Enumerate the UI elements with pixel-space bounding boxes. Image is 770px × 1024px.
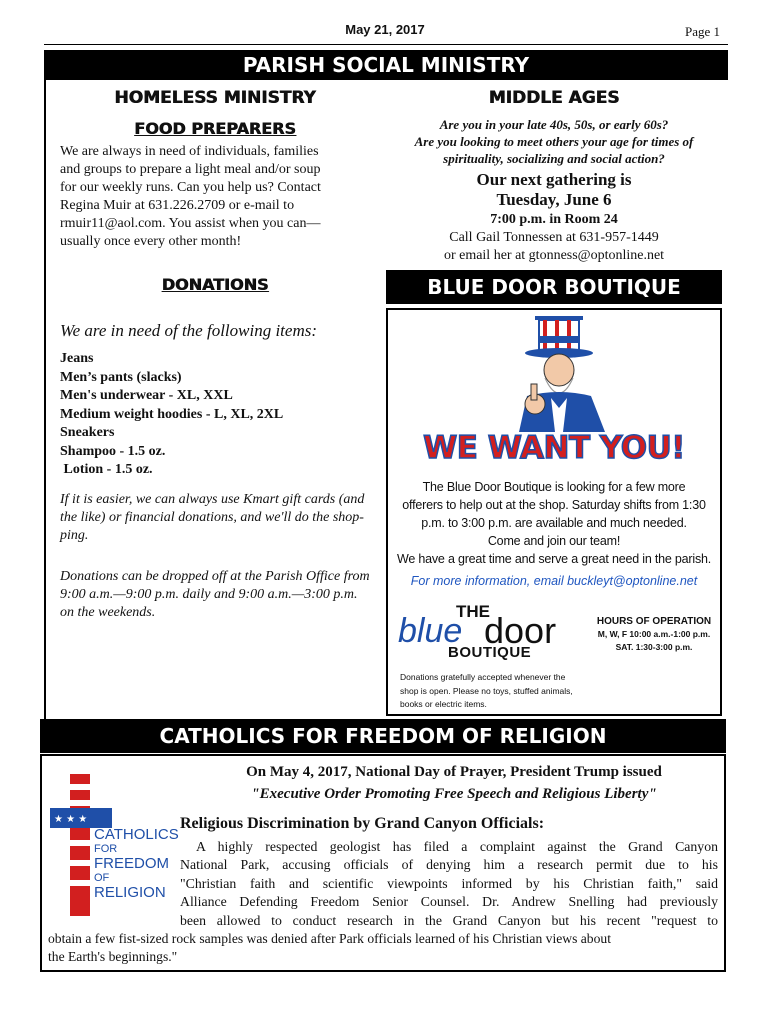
text-line: offerers to help out at the shop. Saturday shifts from 1:30 — [402, 498, 706, 512]
hours-saturday: SAT. 1:30-3:00 p.m. — [615, 642, 693, 652]
blue-door-volunteer-text — [386, 478, 722, 568]
text-line: been allowed to conduct research in the Grand Canyon but his recent "request to — [180, 912, 718, 928]
list-item: Medium weight hoodies - L, XL, 2XL — [60, 406, 284, 422]
middle-ages-questions — [386, 116, 722, 167]
cffr-executive-order: "Executive Order Promoting Free Speech and Religious Liberty" — [251, 786, 657, 802]
text-line: on the weekends. — [60, 605, 156, 620]
list-item: Men's underwear - XL, XXL — [60, 388, 233, 403]
middle-ages-contact — [386, 211, 722, 265]
blue-door-boutique-banner: BLUE DOOR BOUTIQUE — [386, 270, 722, 304]
text-line: the like) or financial donations, and we'll do the shop- — [60, 510, 364, 525]
donations-title: DONATIONS — [161, 275, 269, 294]
text-line: A highly respected geologist has filed a complaint against the Grand Canyon — [196, 839, 718, 854]
list-item: Jeans — [60, 351, 94, 366]
list-item: Shampoo - 1.5 oz. — [60, 443, 166, 459]
text-line: the Earth's beginnings." — [48, 949, 178, 965]
blue-door-donation-note — [400, 671, 573, 712]
text-line: p.m. to 3:00 p.m. are available and much needed. — [421, 516, 687, 530]
hours-weekday: M, W, F 10:00 a.m.-1:00 p.m. — [597, 629, 711, 639]
text-line: Our next gathering is — [476, 170, 632, 189]
text-line: We have a great time and serve a great need in the parish. — [396, 552, 712, 566]
text-line: The Blue Door Boutique is looking for a few more — [422, 480, 686, 494]
cffr-headline: On May 4, 2017, National Day of Prayer, President Trump issued — [246, 764, 662, 780]
text-line: Alliance Defending Freedom Senior Counsel. Dr. Andrew Snelling had previously — [180, 894, 718, 910]
cffr-paragraph-continued — [48, 930, 718, 967]
logo-the-text: THE — [456, 602, 490, 621]
cffr-logo — [48, 770, 178, 920]
list-item: Sneakers — [60, 425, 115, 440]
text-line: Are you looking to meet others your age for times of — [414, 134, 694, 149]
page-date: May 21, 2017 — [345, 22, 425, 37]
text-line: rmuir11@aol.com. You assist when you can— — [60, 216, 321, 231]
logo-line: RELIGION — [94, 884, 166, 901]
logo-line: FOR — [94, 843, 118, 855]
text-line: obtain a few fist-sized rock samples was denied after Park officials learned of his Christian views about — [48, 931, 611, 946]
donations-intro: We are in need of the following items: — [60, 321, 318, 340]
text-line: 9:00 a.m.—9:00 p.m. daily and 9:00 a.m.—3:00 p.m. — [60, 587, 358, 602]
gathering-time: 7:00 p.m. in Room 24 — [490, 212, 618, 227]
donations-dropoff-note — [60, 568, 390, 622]
header-rule — [44, 44, 728, 45]
donations-item-list — [60, 350, 283, 480]
we-want-you-heading: WE WANT YOU! — [423, 430, 685, 466]
text-line: Donations gratefully accepted whenever the — [400, 672, 566, 682]
text-line: and groups to prepare a light meal and/or soup — [60, 162, 321, 177]
text-line: We are always in need of individuals, families — [60, 144, 319, 159]
text-line: National Park, accusing officials of denying him a research permit due to his — [180, 857, 718, 873]
cffr-banner: CATHOLICS FOR FREEDOM OF RELIGION — [40, 719, 726, 753]
list-item: Lotion - 1.5 oz. — [60, 462, 153, 477]
text-line: usually once every other month! — [60, 234, 242, 249]
list-item: Men’s pants (slacks) — [60, 369, 182, 385]
contact-email[interactable]: or email her at gtonness@optonline.net — [443, 248, 665, 263]
logo-line: FREEDOM — [94, 855, 169, 872]
contact-phone: Call Gail Tonnessen at 631-957-1449 — [449, 230, 659, 245]
text-line: "Christian faith and scientific viewpoints informed by his Christian faith," said — [180, 875, 718, 891]
text-line: Are you in your late 40s, 50s, or early 60s? — [439, 117, 669, 132]
middle-ages-title: MIDDLE AGES — [488, 88, 620, 108]
hours-title: HOURS OF OPERATION — [596, 616, 712, 627]
food-preparers-subtitle: FOOD PREPARERS — [134, 119, 296, 138]
blue-door-logo — [398, 600, 588, 662]
uncle-sam-illustration — [505, 312, 615, 432]
cffr-paragraph — [180, 838, 718, 930]
text-line: Donations can be dropped off at the Parish Office from — [60, 569, 370, 584]
blue-door-info-email[interactable]: For more information, email buckleyt@optonline.net — [410, 574, 698, 588]
food-preparers-text — [60, 143, 380, 251]
logo-door-text: door — [484, 610, 557, 651]
text-line: Regina Muir at 631.226.2709 or e-mail to — [60, 198, 295, 213]
logo-line: OF — [94, 872, 110, 884]
cffr-logo-text — [94, 826, 179, 901]
text-line: ping. — [60, 528, 89, 543]
page-number: Page 1 — [684, 24, 720, 39]
logo-boutique-text: BOUTIQUE — [448, 644, 532, 661]
text-line: shop is open. Please no toys, stuffed animals, — [400, 685, 573, 696]
logo-blue-text: blue — [398, 612, 463, 650]
text-line: Tuesday, June 6 — [496, 190, 612, 209]
left-column-rule — [44, 80, 46, 720]
text-line: spirituality, socializing and social action? — [443, 151, 665, 166]
text-line: for our weekly runs. Can you help us? Contact — [60, 180, 321, 195]
svg-text:★ ★ ★: ★ ★ ★ — [54, 814, 88, 825]
cffr-subhead: Religious Discrimination by Grand Canyon Officials: — [180, 815, 545, 832]
hours-of-operation — [590, 615, 718, 654]
next-gathering — [386, 170, 722, 210]
donations-gift-card-note — [60, 491, 390, 545]
text-line: Come and join our team! — [487, 534, 621, 548]
homeless-ministry-title: HOMELESS MINISTRY — [114, 88, 316, 108]
logo-line: CATHOLICS — [94, 826, 179, 843]
text-line: If it is easier, we can always use Kmart gift cards (and — [60, 492, 365, 507]
text-line: books or electric items. — [400, 699, 487, 709]
parish-social-ministry-banner: PARISH SOCIAL MINISTRY — [44, 50, 728, 80]
